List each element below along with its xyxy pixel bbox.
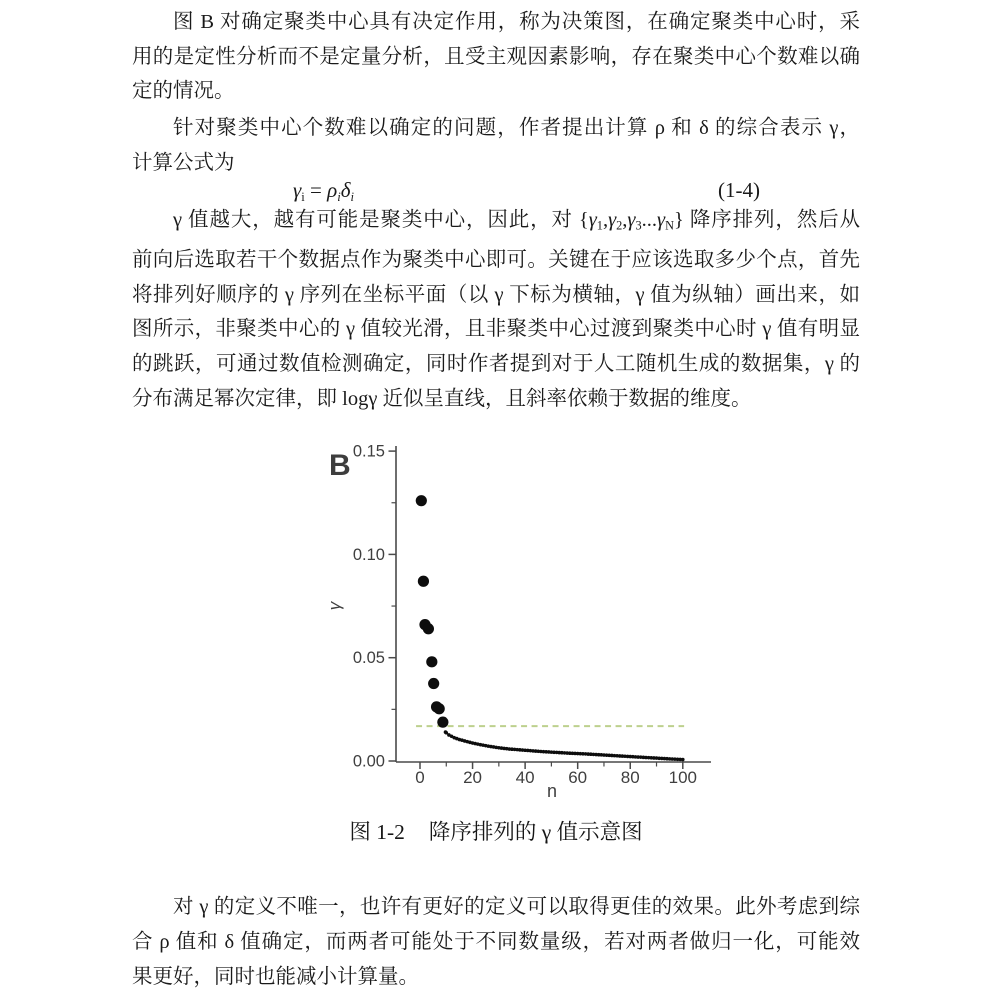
equation-1-4 bbox=[132, 176, 760, 206]
text-line: 计算公式为 bbox=[132, 151, 235, 174]
formula-segment: γ bbox=[588, 209, 597, 231]
y-tick-label: 0.10 bbox=[352, 545, 385, 564]
cluster-center-point bbox=[437, 717, 448, 728]
cluster-center-point bbox=[423, 623, 434, 634]
formula-segment: } 降序排列，然后从 bbox=[674, 209, 860, 231]
formula-segment: i bbox=[337, 189, 341, 204]
text-line: 图所示，非聚类中心的 γ 值较光滑，且非聚类中心过渡到聚类中心时 γ 值有明显 bbox=[132, 318, 860, 341]
tail-point bbox=[681, 758, 685, 762]
cluster-center-point bbox=[418, 576, 429, 587]
formula-segment: γ bbox=[627, 209, 636, 231]
formula-segment: , bbox=[602, 209, 609, 231]
text-line: 合 ρ 值和 δ 值确定，而两者可能处于不同数量级，若对两者做归一化，可能效 bbox=[132, 931, 860, 953]
paragraph-1 bbox=[132, 5, 860, 109]
panel-label: B bbox=[329, 449, 351, 482]
text-line: 分布满足幂次定律，即 logγ 近似呈直线，且斜率依赖于数据的维度。 bbox=[132, 387, 752, 410]
text-line: 用的是定性分析而不是定量分析，且受主观因素影响，存在聚类中心个数难以确 bbox=[132, 45, 860, 68]
formula-segment: ... bbox=[641, 209, 658, 231]
text-line: 定的情况。 bbox=[132, 80, 235, 103]
equation-number: (1-4) bbox=[718, 178, 760, 202]
x-tick-label: 40 bbox=[515, 768, 535, 787]
x-tick-label: 20 bbox=[463, 768, 483, 787]
x-tick-label: 0 bbox=[415, 768, 425, 787]
figure-caption-text: 降序排列的 γ 值示意图 bbox=[428, 820, 643, 844]
formula-segment: γ bbox=[657, 209, 666, 231]
cluster-center-point bbox=[428, 678, 439, 689]
formula-segment: 2 bbox=[616, 218, 623, 233]
x-tick-label: 80 bbox=[620, 768, 640, 787]
y-tick-label: 0.00 bbox=[352, 752, 385, 771]
cluster-center-point bbox=[426, 656, 437, 667]
y-tick-label: 0.05 bbox=[352, 649, 385, 668]
formula-segment: 1 bbox=[596, 218, 603, 233]
text-line: 针对聚类中心个数难以确定的问题，作者提出计算 ρ 和 δ 的综合表示 γ， bbox=[173, 117, 860, 139]
text-line: 将排列好顺序的 γ 序列在坐标平面（以 γ 下标为横轴，γ 值为纵轴）画出来，如 bbox=[132, 283, 860, 306]
formula-segment: δ bbox=[340, 178, 351, 202]
formula-segment: ρ bbox=[327, 178, 338, 202]
text-line: 的跳跃，可通过数值检测确定，同时作者提到对于人工随机生成的数据集，γ 的 bbox=[132, 353, 860, 376]
y-tick-label: 0.15 bbox=[352, 442, 385, 461]
formula-segment: γ bbox=[293, 178, 302, 202]
formula-segment: 3 bbox=[635, 218, 642, 233]
text-line bbox=[132, 203, 860, 243]
figure-1-2 bbox=[280, 420, 740, 805]
y-axis-title: γ bbox=[325, 601, 344, 611]
x-tick-label: 100 bbox=[668, 768, 697, 787]
text-line: 果更好，同时也能减小计算量。 bbox=[132, 966, 419, 988]
x-tick-label: 60 bbox=[568, 768, 588, 787]
cluster-center-point bbox=[434, 703, 445, 714]
text-line: 对 γ 的定义不唯一，也许有更好的定义可以取得更佳的效果。此外考虑到综 bbox=[173, 896, 860, 918]
cluster-center-point bbox=[416, 495, 427, 506]
text-line: 前向后选取若干个数据点作为聚类中心即可。关键在于应该选取多少个点，首先 bbox=[132, 249, 860, 272]
x-axis-title: n bbox=[546, 781, 558, 801]
decision-graph bbox=[280, 420, 740, 805]
paragraph-3 bbox=[132, 203, 860, 416]
text-line: 图 B 对确定聚类中心具有决定作用，称为决策图，在确定聚类中心时，采 bbox=[173, 11, 860, 33]
formula-segment: i bbox=[350, 189, 354, 204]
figure-caption bbox=[132, 818, 860, 846]
formula-segment: , bbox=[622, 209, 628, 231]
formula-segment: γ bbox=[608, 209, 617, 231]
formula-segment: i bbox=[301, 189, 305, 204]
paragraph-2 bbox=[132, 111, 860, 180]
figure-caption-label: 图 1-2 bbox=[349, 820, 405, 844]
paragraph-4 bbox=[132, 890, 860, 995]
formula-segment: N bbox=[665, 218, 674, 233]
formula-segment: γ 值越大，越有可能是聚类中心，因此，对 { bbox=[173, 209, 589, 231]
formula-segment: = bbox=[304, 178, 328, 202]
